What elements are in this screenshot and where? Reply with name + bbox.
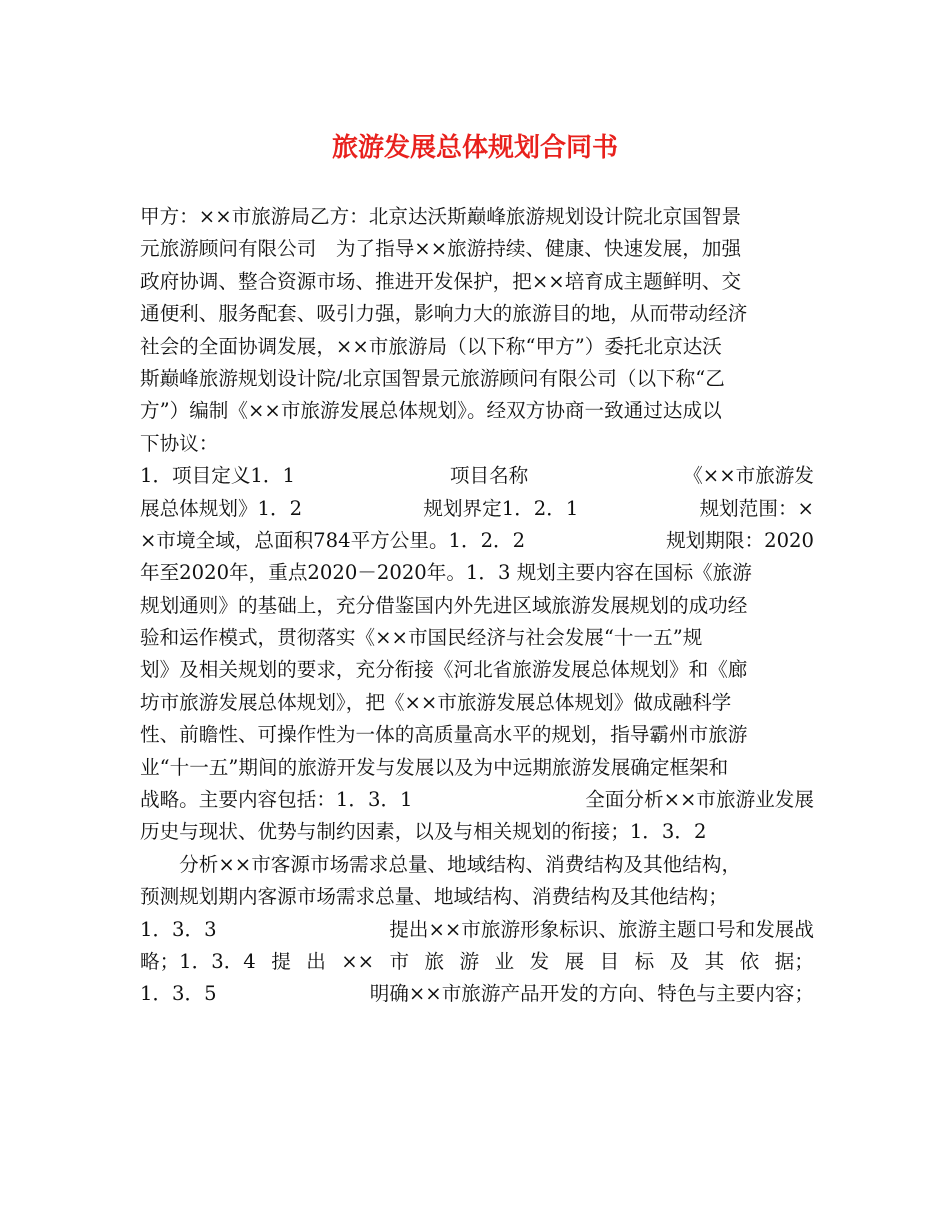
text-line — [140, 525, 814, 557]
text-segment: 及 — [669, 949, 690, 973]
text-segment: 1．3．3 — [140, 917, 217, 941]
text-segment: 提出××市旅游形象标识、旅游主题口号和发展战 — [389, 917, 814, 941]
text-line: 年至2020年，重点2020－2020年。1．3 规划主要内容在国标《旅游 — [140, 561, 752, 585]
text-segment: 规划期限：2020 — [666, 528, 814, 552]
text-line: 业“十一五”期间的旅游开发与发展以及为中远期旅游发展确定框架和 — [140, 755, 729, 779]
text-segment: 项目名称 — [449, 464, 529, 488]
text-segment: 游 — [459, 949, 480, 973]
text-segment: 提 — [271, 949, 291, 973]
text-line: 规划通则》的基础上，充分借鉴国内外先进区域旅游发展规划的成功经 — [140, 593, 748, 617]
text-segment: 明确××市旅游产品开发的方向、特色与主要内容； — [369, 982, 814, 1006]
text-line: 预测规划期内客源市场需求总量、地域结构、消费结构及其他结构； — [140, 885, 728, 909]
text-line — [140, 914, 814, 946]
text-segment: 依 — [739, 949, 760, 973]
text-segment: 业 — [494, 949, 515, 973]
text-segment: 战略。主要内容包括：1．3．1 — [140, 788, 413, 812]
text-line — [140, 946, 814, 978]
text-segment: 市 — [389, 949, 410, 973]
text-segment: 规划界定1．2．1 — [423, 496, 579, 520]
text-line — [140, 784, 814, 816]
text-segment: 目 — [599, 949, 620, 973]
text-segment: 旅 — [424, 949, 445, 973]
text-line: 政府协调、整合资源市场、推进开发保护，把××培育成主题鲜明、交 — [140, 269, 742, 293]
text-line: 元旅游顾问有限公司 为了指导××旅游持续、健康、快速发展，加强 — [140, 237, 742, 261]
text-segment: 发 — [529, 949, 550, 973]
text-line: 划》及相关规划的要求，充分衔接《河北省旅游发展总体规划》和《廊 — [140, 658, 748, 682]
text-segment: 展 — [564, 949, 585, 973]
text-segment: 分析××市客源市场需求总量、地域结构、消费结构及其他结构， — [140, 852, 742, 876]
text-line: 坊市旅游发展总体规划》，把《××市旅游发展总体规划》做成融科学 — [140, 690, 732, 714]
text-line: 历史与现状、优势与制约因素，以及与相关规划的衔接；1．3．2 — [140, 820, 707, 844]
text-segment: 略；1．3．4 — [140, 949, 256, 973]
text-segment: 《××市旅游发 — [683, 464, 814, 488]
text-line: 方”）编制《××市旅游发展总体规划》。经双方协商一致通过达成以 — [140, 399, 722, 423]
text-line — [140, 493, 814, 525]
text-line: 验和运作模式，贯彻落实《××市国民经济与社会发展“十一五”规 — [140, 626, 703, 650]
text-segment: ×× — [341, 949, 375, 973]
document-body — [140, 201, 814, 1011]
text-segment: 展总体规划》1．2 — [140, 496, 303, 520]
text-segment: 其 — [704, 949, 725, 973]
text-segment: ×市境全域，总面积784平方公里。1．2．2 — [140, 528, 526, 552]
text-line — [140, 849, 814, 881]
text-line: 通便利、服务配套、吸引力强，影响力大的旅游目的地，从而带动经济 — [140, 302, 748, 326]
text-segment: 标 — [634, 949, 655, 973]
document-title: 旅游发展总体规划合同书 — [331, 133, 618, 163]
text-segment: 全面分析××市旅游业发展 — [585, 788, 814, 812]
text-segment: 1．3．5 — [140, 982, 217, 1006]
text-segment: 据； — [774, 949, 814, 973]
text-line: 性、前瞻性、可操作性为一体的高质量高水平的规划，指导霸州市旅游 — [140, 723, 748, 747]
text-segment: 出 — [306, 949, 326, 973]
text-segment: 规划范围：× — [699, 496, 814, 520]
text-line: 斯巅峰旅游规划设计院/北京国智景元旅游顾问有限公司（以下称“乙 — [140, 366, 725, 390]
text-line — [140, 978, 814, 1010]
text-segment: 1．项目定义1．1 — [140, 464, 295, 488]
text-line — [140, 460, 814, 492]
text-line: 甲方：××市旅游局乙方：北京达沃斯巅峰旅游规划设计院北京国智景 — [140, 205, 742, 228]
text-line: 社会的全面协调发展，××市旅游局（以下称“甲方”）委托北京达沃 — [140, 334, 722, 358]
text-line: 下协议： — [140, 431, 219, 455]
